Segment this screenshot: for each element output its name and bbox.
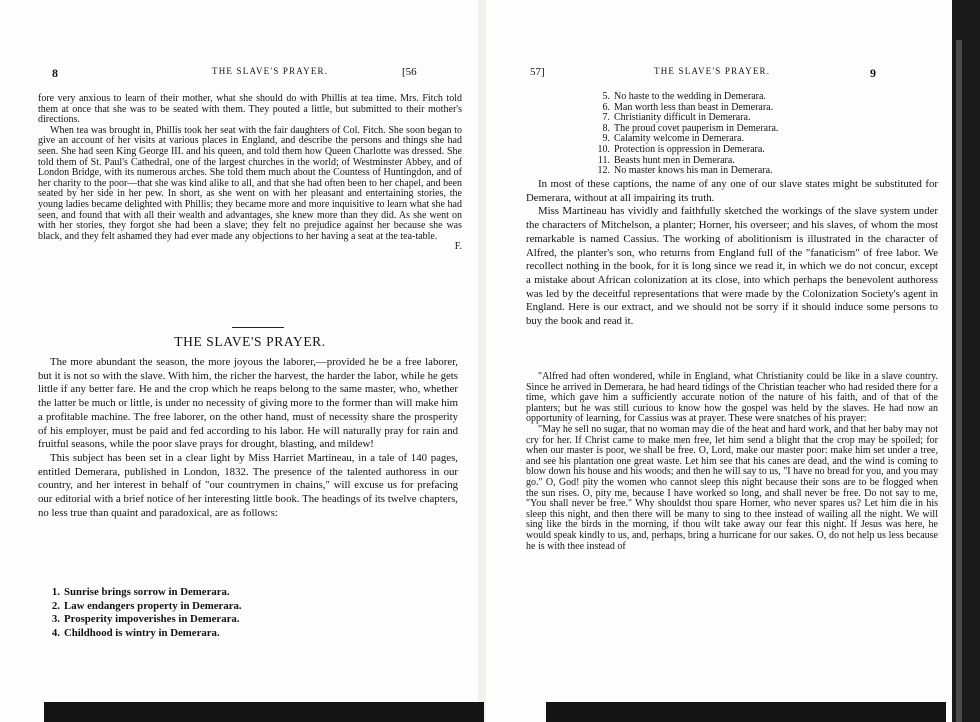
paragraph: In most of these captions, the name of any one of our slave states might be substituted for Demerara, without at all impairing its truth. [526, 178, 938, 204]
list-item: 4. Childhood is wintry in Demerara. [51, 627, 220, 640]
list-item: 2. Law endangers property in Demerara. [51, 599, 242, 612]
scan-bottom-edge-right [546, 702, 946, 722]
chapter-list-left [38, 586, 458, 641]
right-page [486, 0, 952, 722]
list-item: 12. No master knows his man in Demerara. [597, 165, 773, 177]
list-item: 1. Sunrise brings sorrow in Demerara. [51, 586, 230, 598]
paragraph: Miss Martineau has vividly and faithfully sketched the workings of the slave system under the characters of Mitchelson, a planter; Horner, his overseer; and his slaves, of whom the most remarkable is named Cassius. The working of abolitionism is illustrated in the character of Alfred, the planter's son, who returns from England full of the "fanaticism" of free labor. We recollect nothing in the book, for it is long since we read it, in which we do not concur, except a mistake about African colonization at its close, into which perhaps the benevolent authoress was led by the deceitful representations that were made by the Colonization Society's agent in England. Here is our extract, and we should not be sorry if it should induce some persons to buy the book and read it. [526, 205, 938, 328]
paragraph: fore very anxious to learn of their mother, what she should do with Phillis at tea time. Mrs. Fitch told them at once that she was to be seated with them. They pouted a little, but submitted to their mother's directions. [38, 93, 462, 126]
left-page-number: 8 [52, 66, 58, 80]
list-item: 10. Protection is oppression in Demerara. [597, 143, 765, 155]
right-running-head: THE SLAVE'S PRAYER. [654, 66, 771, 76]
paragraph: "Alfred had often wondered, while in England, what Christianity could be like in a slave country. Since he arrived in Demerara, he had heard tidings of the Christian teacher who had resided there for a time, which gave him a sufficiently accurate notion of the nature of his faith, and of that of the planters; but he was still curious to know how the gospel was held by the slaves. He had now an opportunity of learning, for Cassius was at prayer. These were snatches of his prayer: [526, 371, 938, 425]
paragraph: This subject has been set in a clear light by Miss Harriet Martineau, in a tale of 140 pages, entitled Demerara, published in London, 1832. The presence of the talented authoress in our country, and her interest in behalf of "our countrymen in chains," will excuse us for prefacing our editorial with a brief notice of her interesting little book. The headings of its twelve chapters, no less true than quaint and paradoxical, are as follows: [38, 451, 458, 519]
left-top-text [38, 94, 462, 253]
list-item: 8. The proud covet pauperism in Demerara. [602, 122, 779, 134]
right-body-text [526, 178, 938, 329]
book-gutter [478, 0, 486, 722]
left-section-text [38, 356, 458, 520]
right-quote-text [526, 372, 938, 552]
list-item: 5. No haste to the wedding in Demerara. [602, 91, 766, 102]
list-item: 11. Beasts hunt men in Demerara. [597, 154, 735, 166]
list-item: 3. Prosperity impoverishes in Demerara. [51, 613, 240, 626]
scan-edge-strip [956, 40, 962, 722]
list-item: 7. Christianity difficult in Demerara. [602, 112, 751, 124]
left-page-header [0, 66, 478, 82]
chapter-list-right [588, 92, 908, 177]
right-page-header [486, 66, 952, 82]
list-item: 9. Calamity welcome in Demerara. [602, 133, 744, 145]
paragraph: "May he sell no sugar, that no woman may die of the heat and hard work, and that her baby may not cry for her. If Christ came to make men free, let him send a blight that the crop may be spoiled; for when our master is poor, we shall be free. O, Lord, make our master poor: make him set under a tree, and see his plantation one great waste. Let him see that his canes are dead, and the wind is coming to blow down his house and his woods; and then he will say to us, "I have no bread for you, and you may go." O, God! pity the women who cannot sleep this night because their sons are to be flogged when the sun rises. O, pity me, because I have worked so long, and shall never be free. Do not say to me, "You shall never be free." Why shouldst thou spare Horner, who never spares us? Let him die in his sleep this night, and then there will be many to sing to thee instead of wailing all the night. We will sing like the birds in the morning, if thou wilt take away our fear this night. If Jesus was here, he would speak kindly to us, and, perhaps, bring a hurricane for our sakes. O, do not help us less because he is with thee instead of [526, 423, 938, 552]
left-page [0, 0, 478, 722]
left-bracket-number: [56 [402, 66, 417, 78]
section-divider [232, 327, 284, 328]
section-title: THE SLAVE'S PRAYER. [174, 334, 326, 349]
paragraph: The more abundant the season, the more joyous the laborer,—provided he be a free laborer, but it is not so with the slave. With him, the richer the harvest, the harder the labor, while he gets little if any better fare. He and the crop which he reaps belong to the same master, who, whether the latter be much or little, is under no necessity of giving more to the former than will make him a profitable machine. The free laborer, on the other hand, must of necessity share the prosperity of his employer, must be paid and fed according to his labor. He will naturally pray for rain and fruitful seasons, while the poor slave prays for drought, blasting, and mildew! [38, 356, 458, 451]
paragraph: When tea was brought in, Phillis took her seat with the fair daughters of Col. Fitch. She soon began to give an account of her visits at various places in England, and describe the persons and things she had seen. She had seen King George III. and his queen, and told them how Queen Charlotte was dressed. She told them of St. Paul's Cathedral, one of the largest churches in the world; of Westminster Abbey, and of London Bridge, with its numerous arches. She told them much about the Countess of Huntingdon, and of her charity to the poor—that she was kind alike to all, and that she had often been to her chapel, and been seated by her side in her pew. In short, as she went on with her pleasant and entertaining stories, the young ladies became delighted with Phillis; they became more and more inquisitive to learn what she had seen, and found that with all their wealth and advantages, she knew more than they did. As she went on with her stories, they forgot she had been a slave; they felt no prejudice against her because she was black, and they felt ashamed they had ever made any objections to her having a seat at the tea-table. [38, 124, 462, 242]
left-running-head: THE SLAVE'S PRAYER. [212, 66, 329, 76]
signature: F. [454, 241, 462, 253]
right-bracket-number: 57] [530, 66, 545, 78]
scan-bottom-edge-left [44, 702, 484, 722]
right-page-number: 9 [870, 66, 876, 80]
list-item: 6. Man worth less than beast in Demerara. [602, 101, 774, 113]
